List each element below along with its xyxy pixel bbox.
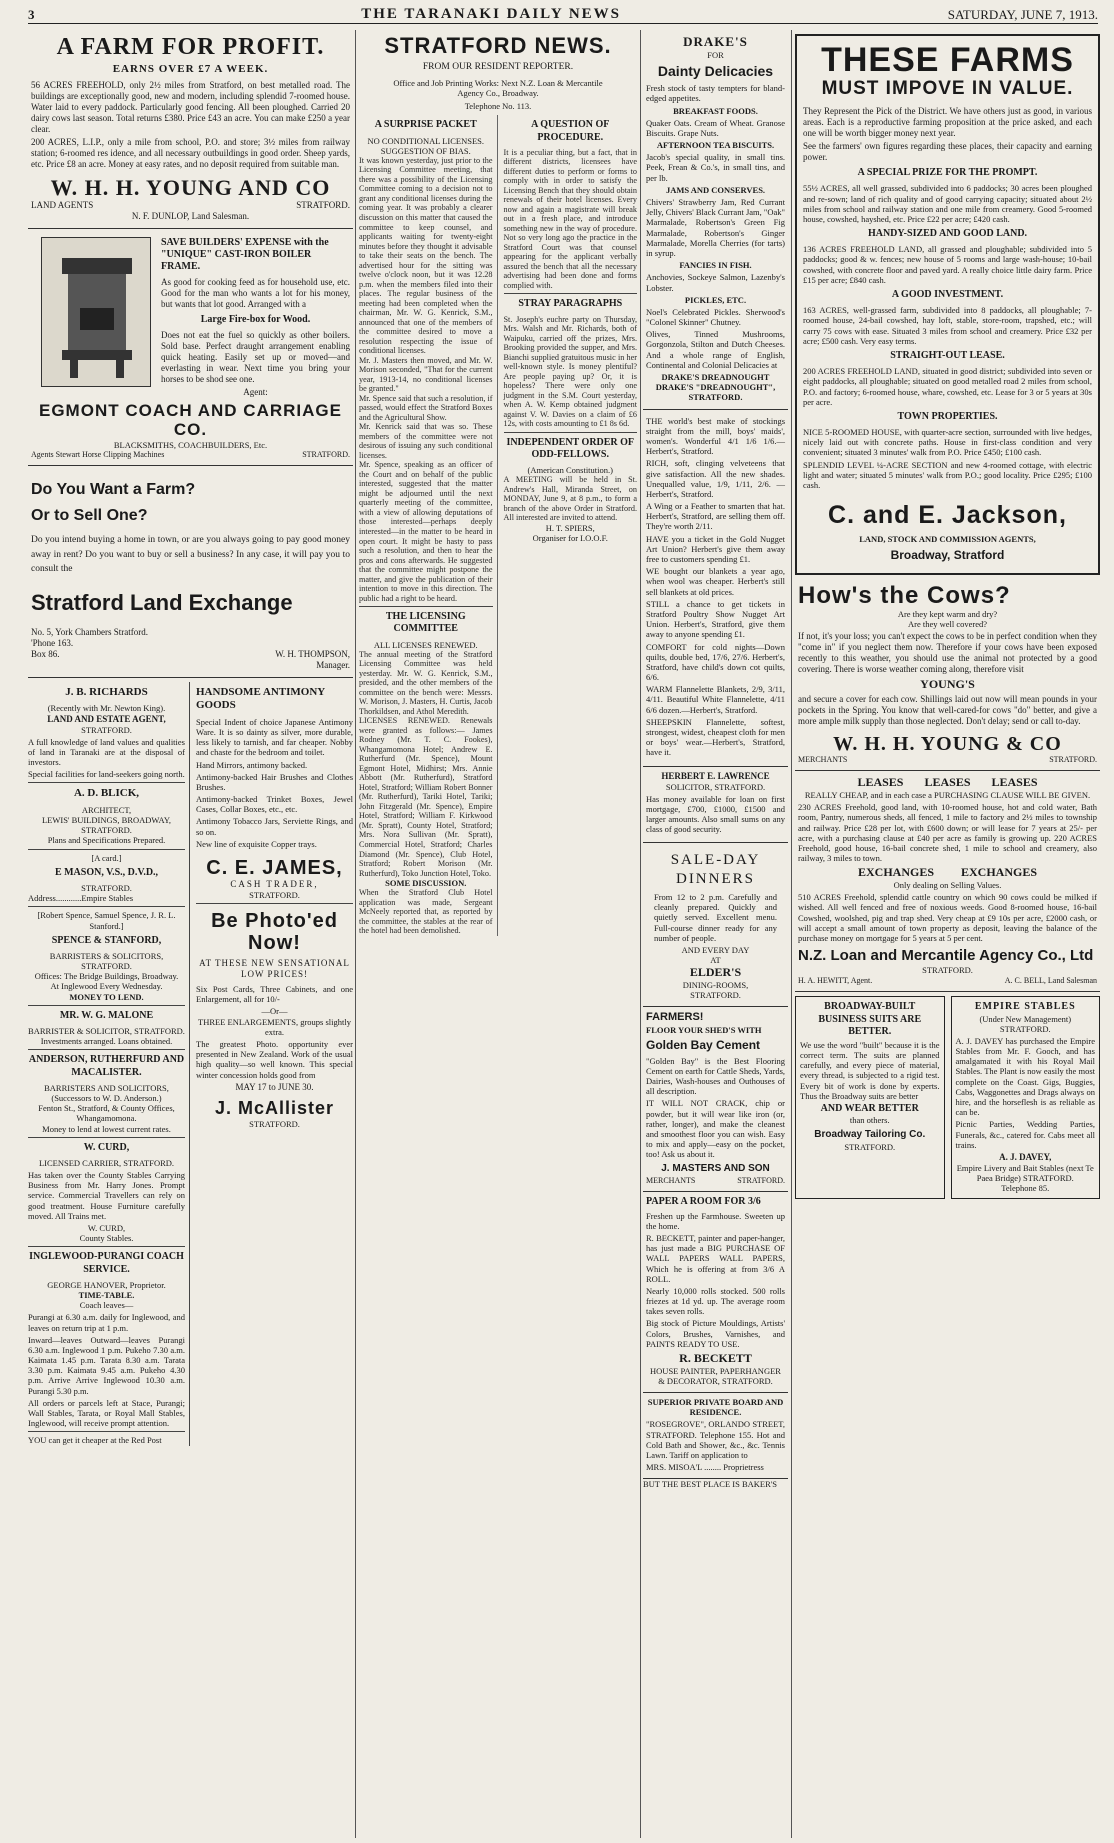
investment-title: A GOOD INVESTMENT. bbox=[891, 289, 1004, 300]
board-text: "ROSEGROVE", ORLANDO STREET, STRATFORD. Telephone 155. Hot and Cold Bath and Shower, &c., &c. Tennis Lawn. Tariff on application to bbox=[646, 1419, 785, 1460]
photo-offer-2: THREE ENLARGEMENTS, groups slightly extra. bbox=[198, 1016, 351, 1037]
divider bbox=[28, 1137, 185, 1138]
herbert-item-4: HAVE you a ticket in the Gold Nugget Art Union? Herbert's give them away free to customers spending £1. bbox=[646, 533, 785, 564]
column-right-lower bbox=[795, 996, 1100, 1198]
boiler-title: SAVE BUILDERS' EXPENSE with the "UNIQUE" CAST-IRON BOILER FRAME. bbox=[161, 236, 329, 273]
sale-every-day: AND EVERY DAY bbox=[681, 945, 750, 955]
news-column-a bbox=[359, 115, 498, 936]
beckett-title: R. BECKETT bbox=[679, 1351, 752, 1366]
farm-listing-1: 56 ACRES FREEHOLD, only 2½ miles from Stratford, on best metalled road. The buildings are exceptionally good, new and modern, including splendid 7-roomed house. Water laid to every paddock. Particularly good fencing. All been ploughed. Carried 20 dairy cows last season. Total returns £380. Price £43 an acre. You can make £250 a year clear. bbox=[31, 79, 350, 134]
herbert-item-6: STILL a chance to get tickets in Stratford Poultry Show Nugget Art Union. Herbert's, Stratford, give them away to anyone spending £1. bbox=[646, 598, 785, 640]
olives-text: Olives, Tinned Mushrooms, Gorgonzola, Stilton and Dutch Cheeses. And a whole range of English, Continental and Colonial Delicacies at bbox=[646, 329, 785, 370]
divider bbox=[28, 782, 185, 783]
ad-nz-loan bbox=[795, 771, 1100, 992]
spence-title: SPENCE & STANFORD, bbox=[51, 934, 162, 946]
article-text-3: Mr. Spence said that such a resolution, if passed, would effect the Stratford Boxes and the Agricultural Show. bbox=[359, 393, 493, 422]
herbert-item-5: WE bought our blankets a year ago, when wool was cheaper. Herbert's still sell blankets at old prices. bbox=[646, 566, 785, 597]
ad-drakes bbox=[643, 30, 788, 410]
coach-proprietor: GEORGE HANOVER, Proprietor. bbox=[47, 1279, 166, 1290]
herbert-item-1: THE world's best make of stockings straight from the mill, boys' maids', women's. Wonderful 4/1 1/6 1/6.—Herbert's, Stratford. bbox=[646, 415, 785, 457]
boiler-agent: Agent: bbox=[243, 387, 268, 398]
blick-sub: ARCHITECT, bbox=[81, 804, 132, 815]
headline-procedure: A QUESTION OF PROCEDURE. bbox=[531, 119, 610, 143]
article-text-8: When the Stratford Club Hotel application was made, Sergeant McNeely reported that, as reported by the committee, the stables at the rear of the hotel had been demolished. bbox=[359, 888, 493, 936]
jackson-sub: LAND, STOCK AND COMMISSION AGENTS, bbox=[859, 533, 1036, 544]
photo-text: The greatest Photo. opportunity ever presented in New Zealand. Work of the usual high quality—so well known. This special winter concession holds good from bbox=[196, 1039, 353, 1080]
newspaper-title: THE TARANAKI DAILY NEWS bbox=[361, 6, 622, 22]
professional-cards bbox=[28, 682, 190, 1446]
antimony-item-5: New line of exquisite Copper trays. bbox=[196, 838, 317, 849]
page-number: 3 bbox=[28, 6, 35, 22]
photo-title: Be Photo'ed Now! bbox=[211, 910, 338, 955]
news-column-b bbox=[504, 115, 638, 936]
column-rule bbox=[791, 30, 792, 1838]
column-news bbox=[359, 30, 637, 1838]
headline-surprise: A SURPRISE PACKET bbox=[374, 119, 477, 131]
article-text-1: It was known yesterday, just prior to the Licensing Committee meeting, that there was a possibility of the Licensing Committee coming to a decision not to grant any conditional licenses during the coming year. It was probably a clearer discussion on this matter that caused the committee to keep counsel, and applicants waiting for twenty-eight minutes before they thought it advisable to take their seats on the bench. The advertised hour for the sitting was twelve o'clock noon, but it was 12.28 p.m. when the members filed into their places. The regular business of the meeting had been completed when the chairman, Mr. W. G. Kenrick, S.M., announced that one of the members of the committee desired to move a resolution respecting the issue of conditional licenses. bbox=[359, 155, 493, 356]
tea-title: AFTERNOON TEA BISCUITS. bbox=[656, 140, 775, 151]
beckett-stock: Nearly 10,000 rolls stocked. 500 rolls friezes at 1d yd. up. The average room takes seven rolls. bbox=[646, 1285, 785, 1317]
masters-town: STRATFORD. bbox=[737, 1175, 785, 1185]
davey-sub: Empire Livery and Bait Stables (next Te Paea Bridge) STRATFORD. bbox=[956, 1162, 1094, 1184]
farms-intro: They Represent the Pick of the District. We have others just as good, in various areas. Each is a reproductive farming proposition at the price asked, and each one will be worth bigger money next year. bbox=[803, 106, 1092, 139]
column-left bbox=[28, 30, 353, 1838]
broadway-title: BROADWAY-BUILT BUSINESS SUITS ARE BETTER. bbox=[818, 1001, 922, 1037]
empire-title: EMPIRE STABLES bbox=[974, 1001, 1076, 1013]
masters-role: MERCHANTS bbox=[646, 1175, 696, 1185]
empire-sub: (Under New Management) bbox=[979, 1013, 1072, 1024]
anderson-role: BARRISTERS AND SOLICITORS, (Successors to W. D. Anderson.) bbox=[44, 1082, 169, 1103]
nz-loan-line bbox=[798, 976, 1097, 986]
oddfellows-signature: H. T. SPIERS, bbox=[545, 522, 595, 533]
malone-investments: Investments arranged. Loans obtained. bbox=[40, 1036, 173, 1047]
empire-town: STRATFORD. bbox=[999, 1023, 1051, 1034]
blick-text: Plans and Specifications Prepared. bbox=[47, 835, 166, 846]
issue-date: SATURDAY, JUNE 7, 1913. bbox=[947, 6, 1098, 22]
divider bbox=[196, 903, 353, 904]
town-title: TOWN PROPERTIES. bbox=[897, 410, 998, 422]
mason-card: [A card.] bbox=[91, 852, 122, 863]
ad-broadway-suits bbox=[795, 996, 945, 1198]
divider bbox=[504, 432, 638, 433]
richards-text-2: Special facilities for land-seekers going north. bbox=[28, 769, 185, 780]
davey-telephone: Telephone 85. bbox=[1001, 1183, 1050, 1194]
drakes-title: DRAKE'S bbox=[683, 34, 748, 49]
golden-bay-title: Golden Bay Cement bbox=[646, 1037, 761, 1052]
golden-bay-text: "Golden Bay" is the Best Flooring Cement on earth for Cattle Sheds, Yards, Dairies, Wash-houses and Outhouses of all description. bbox=[646, 1055, 785, 1097]
curd-signature: W. CURD, bbox=[87, 1223, 126, 1234]
youngs-title: YOUNG'S bbox=[920, 677, 975, 692]
elders-town: STRATFORD. bbox=[690, 990, 741, 1001]
broadway-than: than others. bbox=[849, 1115, 890, 1126]
blick-title: A. D. BLICK, bbox=[73, 787, 140, 800]
land-exchange-box: Box 86. bbox=[31, 649, 60, 659]
headline-renewed: ALL LICENSES RENEWED. bbox=[373, 639, 478, 650]
fish-title: FANCIES IN FISH. bbox=[679, 260, 752, 271]
tea-text: Jacob's special quality, in small tins. Peek, Frean & Co.'s, in small tins, and per lb. bbox=[646, 152, 785, 183]
divider bbox=[28, 849, 185, 850]
farm-listing-163: 163 ACRES, well-grassed farm, subdivided into 8 paddocks, all ploughable; 7-roomed house, 24-bail cowshed, hay loft, stable, store-room, trapshed, etc.; will carry 75 cows with ease. Situated 3 miles from school and creamery. Price £32 per acre; £500 cash. Very easy terms. bbox=[803, 305, 1092, 346]
james-title: C. E. JAMES, bbox=[206, 857, 343, 879]
farm-listing-136: 136 ACRES FREEHOLD LAND, all grassed and ploughable; subdivided into 5 paddocks; good & w. fences; new house of 5 rooms and large wash-house; 10-bail cowshed, with concrete floor and paved yard. A really choice little dairy farm. Price £15 per acre; £840 cash. bbox=[803, 244, 1092, 285]
leases-sub: REALLY CHEAP, and in each case a PURCHASING CLAUSE WILL BE GIVEN. bbox=[804, 790, 1091, 801]
column-rule bbox=[355, 30, 356, 1838]
farm-listing-2: 200 ACRES, L.I.P., only a mile from school, P.O. and store; 3½ miles from railway station; 6-roomed res idence, and all necessary outbuildings in good order. Sheep yards, etc. Price £8 an acre. Money at easy rates, and no deposit required from suitable man. bbox=[31, 136, 350, 169]
young-line bbox=[31, 200, 350, 211]
floor-title: FLOOR YOUR SHED'S WITH bbox=[646, 1024, 762, 1035]
article-text-2: Mr. J. Masters then moved, and Mr. W. Morison seconded, "That for the current year, 1913-14, no conditional licenses be granted." bbox=[359, 355, 493, 394]
herbert-item-9: SHEEPSKIN Flannelette, softest, strongest, widest, cheapest cloth for men or boys' wear.—Herbert's, Stratford, have it. bbox=[646, 716, 785, 758]
tailoring-town: STRATFORD. bbox=[844, 1141, 896, 1152]
leases-text: 230 ACRES Freehold, good land, with 10-roomed house, hot and cold water, Bath room, Pantry, numerous sheds, all fenced, 1 mile to factory and 2½ miles to township and railway. Price £28 per lot, with £600 down; or will lease for 7 years at 25/- per acre, with a purchasing clause at £40 per acre as family is growing up. 220 ACRES Freehold, good house, 16-bail concrete shed, 1 mile to school and creamery, also railway, 3 miles to town. bbox=[798, 802, 1097, 864]
sale-at: AT bbox=[710, 955, 721, 966]
masthead bbox=[28, 6, 1098, 24]
drakes-for: FOR bbox=[707, 49, 724, 60]
photo-or: —Or— bbox=[261, 1006, 288, 1017]
masters-title: J. MASTERS AND SON bbox=[661, 1163, 770, 1175]
divider bbox=[28, 1049, 185, 1050]
land-exchange-phone: 'Phone 163. bbox=[31, 638, 74, 649]
cows-title: How's the Cows? bbox=[798, 581, 1011, 609]
bakers-line: BUT THE BEST PLACE IS BAKER'S bbox=[643, 1479, 778, 1490]
empire-text-2: Picnic Parties, Wedding Parties, Funerals, &c., catered for. Cabs meet all trains. bbox=[955, 1119, 1095, 1150]
headline-licensing: THE LICENSING COMMITTEE bbox=[385, 611, 466, 635]
farm-question-text: Do you intend buying a home in town, or are you always going to pay good money away in rent? Do you want to buy or sell a business? In any case, it will pay you to consult the bbox=[31, 535, 350, 574]
antimony-item-1: Hand Mirrors, antimony backed. bbox=[196, 759, 308, 770]
oddfellows-title: INDEPENDENT ORDER OF ODD-FELLOWS. bbox=[506, 436, 635, 460]
anderson-address: Fenton St., Stratford, & County Offices, Whangamomona. bbox=[38, 1103, 175, 1124]
boiler-icon bbox=[42, 238, 152, 388]
antimony-title: HANDSOME ANTIMONY GOODS bbox=[196, 685, 325, 712]
richards-title: J. B. RICHARDS bbox=[65, 685, 148, 698]
nz-loan-salesman: A. C. BELL, Land Salesman bbox=[1004, 975, 1097, 985]
article-text-7: LICENSES RENEWED. Renewals were granted as follows:— James Rodney (Mr. T. C. Fookes), Whangamomona Hotel; Andrew E. Rutherfurd (Mr. Spence), Mount Egmont Hotel, Midhirst; Mrs. Annie Abbott (Mr. Rutherfurd), Stratford Hotel, Stratford; William Robert Bonner (Mr. Rutherfurd), Tariki Hotel, Tariki; John Fitzgerald (Mr. Spence), Empire Hotel, Stratford; William F. Kirkwood (Mr. Spratt), County Hotel, Stratford; Mrs. Nora Sullivan (Mr. Spratt), Commercial Hotel, Stratford; Charles Diamond (Mr. Spence), Club Hotel, Stratford; Robert Morison (Mr. Rutherfurd), Toko Junction Hotel, Toko. bbox=[359, 716, 493, 878]
antimony-item-2: Antimony-backed Hair Brushes and Clothes Brushes. bbox=[196, 771, 353, 792]
herbert-item-8: WARM Flannelette Blankets, 2/9, 3/11, 4/11. Beautiful White Flannelette, 4/11 6/6 dozen.—Herbert's, Stratford. bbox=[646, 684, 785, 715]
spence-offices: Offices: The Bridge Buildings, Broadway. bbox=[34, 971, 179, 982]
ad-these-farms bbox=[795, 34, 1100, 575]
ad-boiler-frame bbox=[28, 229, 353, 467]
jackson-title: C. and E. Jackson, bbox=[828, 501, 1067, 530]
mcallister-title: J. McAllister bbox=[214, 1097, 335, 1118]
retail-ads bbox=[196, 682, 353, 1446]
ad-farm-for-profit bbox=[28, 30, 353, 229]
ad-herberts bbox=[643, 410, 788, 767]
cows-question-2: Are they well covered? bbox=[907, 619, 988, 630]
ad-cows bbox=[795, 579, 1100, 772]
anderson-money: Money to lend at lowest current rates. bbox=[42, 1123, 171, 1134]
young-co-role: MERCHANTS bbox=[798, 754, 848, 764]
ad-lawrence bbox=[643, 767, 788, 844]
young-label-left: LAND AGENTS bbox=[31, 199, 94, 210]
curd-role: LICENSED CARRIER, STRATFORD. bbox=[38, 1157, 175, 1168]
oddfellows-sub: (American Constitution.) bbox=[527, 465, 613, 476]
boiler-text-1: As good for cooking feed as for household use, etc. Good for the man who wants a lot for his money, but wants that lot good. Arranged with a bbox=[161, 277, 350, 310]
malone-title: MR. W. G. MALONE bbox=[59, 1009, 154, 1021]
mason-title: E MASON, V.S., D.V.D., bbox=[54, 866, 159, 878]
news-title: STRATFORD NEWS. bbox=[384, 33, 612, 58]
handy-title: HANDY-SIZED AND GOOD LAND. bbox=[867, 228, 1028, 240]
oddfellows-text: A MEETING will be held in St. Andrew's Hall, Miranda Street, on MONDAY, June 9, at 8 p.m., to form a branch of the above Order in Stratford. All interested are invited to attend. bbox=[503, 475, 637, 523]
boiler-firebox: Large Fire-box for Wood. bbox=[200, 314, 311, 326]
spence-role: BARRISTERS & SOLICITORS, STRATFORD. bbox=[49, 950, 164, 972]
board-title: SUPERIOR PRIVATE BOARD AND RESIDENCE. bbox=[647, 1397, 784, 1418]
tailoring-title: Broadway Tailoring Co. bbox=[814, 1129, 926, 1141]
column-shops bbox=[643, 30, 788, 1838]
article-stray: St. Joseph's euchre party on Thursday, Mrs. Walsh and Mr. Richards, both of Waipuku, carried off the prizes, Mrs. Brooking provided the supper, and Mrs. Bianchi supplied gratuitous music in her well-known style. Is money plentiful? Are people paying up? Or, it is hopeless? There were only one judgment in the S.M. Court yesterday, when A. W. Kemp obtained judgment against V. W. Davies on a claim of £6 12s, with costs amounting to £1 8s 6d. bbox=[503, 314, 637, 429]
beckett-stock-2: Big stock of Picture Mouldings, Artists' Colors, Brushes, Varnishes, and PAINTS READY TO USE. bbox=[646, 1318, 785, 1349]
land-exchange-manager-title: Manager. bbox=[316, 659, 350, 670]
anderson-title: ANDERSON, RUTHERFURD AND MACALISTER. bbox=[28, 1054, 185, 1078]
article-text-5: Mr. Spence, speaking as an officer of the Court and on behalf of the public interested, suggested that the matter might be adjourned until the next quarterly meeting of the committee, with a view of allowing deputations of those interested—perhaps deeply interested—in the matter to be heard in open court. It might be hasty to pass such a resolution, and then to hear the pros and cons afterwards. He suggested that the committee might postpone the matter, and give the publication of their intention to move in this direction. The public had a right to be heard. bbox=[359, 460, 493, 603]
empire-text: A. J. DAVEY has purchased the Empire Stables from Mr. F. Gooch, and has amalgamated it with his Royal Mail Stables. The Plant is now easily the most complete on the Coast. Gigs, Buggies, Cabs, Waggonettes and Drags always on hire, and the horseflesh is as reliable as can be. bbox=[955, 1035, 1095, 1118]
egmont-sub: BLACKSMITHS, COACHBUILDERS, Etc. bbox=[113, 439, 268, 450]
paper-text: Freshen up the Farmhouse. Sweeten up the home. bbox=[646, 1210, 785, 1231]
photo-dates: MAY 17 to JUNE 30. bbox=[235, 1081, 314, 1092]
davey-title: A. J. DAVEY, bbox=[999, 1151, 1052, 1162]
farm-listing-55: 55½ ACRES, all well grassed, subdivided into 6 paddocks; 30 acres been ploughed and re-sown; land of rich quality and of good carrying capacity; situated about 2½ miles from school and railway station and one mile from creamery. Good 5-roomed house, cowshed, hayshed, etc. Price £22 per acre; £420 cash. bbox=[803, 183, 1092, 224]
special-title: A SPECIAL PRIZE FOR THE PROMPT. bbox=[857, 167, 1038, 179]
land-exchange-footer bbox=[31, 649, 350, 660]
egmont-agents: Agents Stewart Horse Clipping Machines bbox=[31, 449, 165, 459]
spence-partners: [Robert Spence, Samuel Spence, J. R. L. Stanford.] bbox=[37, 910, 176, 931]
dainty-text: Fresh stock of tasty tempters for bland-edged appetites. bbox=[646, 83, 785, 104]
news-columns bbox=[359, 115, 637, 936]
egmont-line bbox=[31, 450, 350, 460]
photo-subtitle: AT THESE NEW SENSATIONAL LOW PRICES! bbox=[199, 958, 350, 980]
richards-text: A full knowledge of land values and qualities of land in Taranaki are at the disposal of investors. bbox=[28, 736, 185, 768]
masters-line bbox=[646, 1176, 785, 1186]
broadway-wear: AND WEAR BETTER bbox=[820, 1103, 919, 1115]
fish-text: Anchovies, Sockeye Salmon, Lazenby's Lobster. bbox=[646, 272, 785, 293]
pickles-title: PICKLES, ETC. bbox=[684, 294, 747, 305]
boiler-illustration bbox=[41, 237, 151, 387]
these-farms-title: THESE FARMS bbox=[821, 41, 1074, 79]
herbert-item-7: COMFORT for cold nights—Down quilts, double bed, 17/6, 27/6. Herbert's, Stratford, have child's down cot quilts, 6/6. bbox=[646, 641, 785, 683]
exchanges-text: 510 ACRES Freehold, splendid cattle country on which 90 cows could be milked if wished. All well fenced and free of noxious weeds. Good 8-roomed house, 16-bail Cowshed, woolshed, pig and trap shed. Very cheap at £9 10s per acre, £2000 cash, or will accept a small amount of town property as deposit, leaving the balance of the purchase money on mortgage for 5 years at 5 per cent. bbox=[798, 892, 1097, 943]
lease-title: STRAIGHT-OUT LEASE. bbox=[890, 349, 1005, 361]
nz-loan-title: N.Z. Loan and Mercantile Agency Co., Ltd bbox=[798, 947, 1094, 965]
divider bbox=[28, 906, 185, 907]
coach-timetable-label: TIME-TABLE. bbox=[78, 1289, 135, 1300]
lawrence-sub: SOLICITOR, STRATFORD. bbox=[665, 781, 766, 792]
young-salesman: N. F. DUNLOP, Land Salesman. bbox=[131, 210, 250, 221]
lawrence-text: Has money available for loan on first mortgage, £700, £1000, £1500 and larger amounts. Also small sums on any class of good security. bbox=[646, 793, 785, 835]
town-listing-2: SPLENDID LEVEL ¼-ACRE SECTION and new 4-roomed cottage, with electric light and water; situated 5 minutes' walk from P.O.; good locality. Price £295; £100 cash. bbox=[803, 459, 1092, 490]
herbert-item-3: A Wing or a Feather to smarten that hat. Herbert's, Stratford, are selling them off. They're worth 2/11. bbox=[646, 501, 785, 532]
boiler-text-2: Does not eat the fuel so quickly as other boilers. Sold base. Perfect draught arrangement enabling quick heating. Easily set up or moved—and everlasting in wear. Next time you bring your horses to be shod see one. bbox=[161, 330, 350, 385]
richards-town: STRATFORD. bbox=[81, 724, 132, 735]
nz-loan-town: STRATFORD. bbox=[922, 965, 973, 976]
divider bbox=[359, 606, 493, 607]
breakfast-text: Quaker Oats. Cream of Wheat. Granose Biscuits. Grape Nuts. bbox=[646, 117, 785, 138]
exchanges-sub: Only dealing on Selling Values. bbox=[893, 879, 1002, 890]
coach-text: Purangi at 6.30 a.m. daily for Inglewood, and leaves on return trip at 1 p.m. bbox=[28, 1312, 185, 1333]
malone-role: BARRISTER & SOLICITOR, STRATFORD. bbox=[28, 1026, 185, 1037]
oddfellows-signature-2: Organiser for I.O.O.F. bbox=[532, 533, 608, 544]
land-exchange-manager: W. H. THOMPSON, bbox=[275, 649, 350, 659]
board-signature: MRS. MISOA'L ........ Proprietress bbox=[646, 1462, 764, 1473]
column-left-lower bbox=[28, 682, 353, 1446]
young-co-line bbox=[798, 755, 1097, 765]
news-subtitle: FROM OUR RESIDENT REPORTER. bbox=[422, 62, 574, 73]
young-co-town: STRATFORD. bbox=[1049, 754, 1097, 764]
paper-title: PAPER A ROOM FOR 3/6 bbox=[646, 1196, 761, 1208]
coach-timetable: Inward—leaves Outward—leaves Purangi 6.30 a.m. Inglewood 1 p.m. Pukeho 7.30 a.m. Kaimata 1.45 p.m. Tarata 8.30 a.m. Tarata 3.30 p.m. Kaimata 9.45 a.m. Pukeho 4.30 p.m. Arrive Arrive Inglewood 10.30 a.m. Purangi 5.30 p.m. bbox=[28, 1334, 185, 1396]
antimony-item-3: Antimony-backed Trinket Boxes, Jewel Cases, Collar Boxes, etc., etc. bbox=[196, 794, 353, 815]
ad-empire-stables bbox=[951, 996, 1101, 1198]
ad-rosegrove bbox=[643, 1393, 788, 1479]
land-exchange-title: Stratford Land Exchange bbox=[31, 590, 293, 616]
sale-text: From 12 to 2 p.m. Carefully and cleanly prepared. Quickly and quietly served. Excellent menu. Full-course dinner ready for any number of people. bbox=[654, 892, 777, 943]
headline-stray: STRAY PARAGRAPHS bbox=[518, 298, 623, 310]
antimony-text: Special Indent of choice Japanese Antimony Ware. It is so dainty as silver, more durable, less likely to tarnish, and far cheaper. Nobby and chaste for the bedroom and toilet. bbox=[196, 716, 353, 758]
headline-discussion: SOME DISCUSSION. bbox=[385, 878, 467, 889]
divider bbox=[504, 293, 638, 294]
james-sub: CASH TRADER, bbox=[230, 879, 319, 889]
pickles-text: Noel's Celebrated Pickles. Sherwood's "Colonel Skinner" Chutney. bbox=[646, 306, 785, 328]
richards-role: LAND AND ESTATE AGENT, bbox=[47, 713, 166, 724]
red-post-line: YOU can get it cheaper at the Red Post bbox=[28, 1435, 162, 1446]
nz-loan-agent: H. A. HEWITT, Agent. bbox=[798, 975, 873, 985]
spence-money: MONEY TO LEND. bbox=[69, 991, 144, 1002]
coach-leaves: Coach leaves— bbox=[79, 1300, 134, 1311]
farm-title: A FARM FOR PROFIT. bbox=[56, 34, 325, 60]
cows-text: If not, it's your loss; you can't expect the cows to be in perfect condition when they "come in" if you neglect them now. Therefore if your cows have been exposed recently to this weather, you should use the animal not protected by a good covering. There is worse weather coming along, therefore visit bbox=[798, 631, 1097, 675]
farms-intro-2: See the farmers' own figures regarding these places, their capacity and earning power. bbox=[803, 141, 1092, 163]
beckett-offer: R. BECKETT, painter and paper-hanger, has just made a BIG PURCHASE OF WALL PAPERS WALL PAPERS, Which he is offering at from 3/6 A ROLL. bbox=[646, 1232, 785, 1284]
sale-title: SALE-DAY DINNERS bbox=[670, 852, 761, 887]
coach-title: INGLEWOOD-PURANGI COACH SERVICE. bbox=[29, 1251, 184, 1275]
divider bbox=[28, 1431, 185, 1432]
jams-text: Chivers' Strawberry Jam, Red Currant Jelly, Chivers' Black Currant Jam, "Oak" Marmalade, Robertson's Green Fig Marmalade, Robertson's Ginger Marmalade, Morella Cherries (for tarts) in syrup. bbox=[646, 197, 785, 258]
column-right bbox=[795, 30, 1100, 1838]
article-text-4: Mr. Kenrick said that was so. These members of the committee were not desirous of issuing any such conditional licenses. bbox=[359, 422, 493, 460]
photo-offer: Six Post Cards, Three Cabinets, and one Enlargement, all for 10/- bbox=[196, 984, 353, 1005]
dainty-title: Dainty Delicacies bbox=[657, 63, 774, 80]
young-co-title: W. H. H. YOUNG & CO bbox=[833, 732, 1062, 755]
news-office: Office and Job Printing Works: Next N.Z. Loan & Mercantile Agency Co., Broadway. bbox=[393, 77, 603, 98]
farmers-title: FARMERS! bbox=[646, 1011, 704, 1024]
curd-text: Has taken over the County Stables Carrying Business from Mr. Harry Jones. Prompt service. Commercial Travellers can rely on good treatment. House Furniture carefully moved. All Trains met. bbox=[28, 1170, 185, 1221]
spence-inglewood: At Inglewood Every Wednesday. bbox=[50, 981, 163, 992]
headline-bias: SUGGESTION OF BIAS. bbox=[380, 145, 471, 156]
land-exchange-address: No. 5, York Chambers Stratford. bbox=[31, 627, 148, 638]
mcallister-town: STRATFORD. bbox=[249, 1118, 300, 1129]
improve-title: MUST IMPOVE IN VALUE. bbox=[821, 78, 1074, 100]
james-town: STRATFORD. bbox=[249, 889, 300, 900]
richards-sub: (Recently with Mr. Newton King). bbox=[47, 703, 166, 714]
herbert-item-2: RICH, soft, clinging velveteens that give satisfaction. All the new shades. Unequalled value, 1/9, 1/11, 2/6. —Herbert's, Stratford. bbox=[646, 458, 785, 499]
divider bbox=[28, 1005, 185, 1006]
drakes-signature: DRAKE'S DREADNOUGHT DRAKE'S "DREADNOUGHT", STRATFORD. bbox=[655, 372, 776, 403]
egmont-town: STRATFORD. bbox=[302, 449, 350, 459]
leases-title: LEASES LEASES LEASES bbox=[857, 775, 1038, 790]
ad-land-exchange bbox=[28, 466, 353, 677]
blick-address: LEWIS' BUILDINGS, BROADWAY, STRATFORD. bbox=[41, 815, 172, 836]
farm-subtitle: EARNS OVER £7 A WEEK. bbox=[112, 63, 269, 76]
elders-title: ELDER'S bbox=[689, 965, 742, 980]
article-text-6: The annual meeting of the Stratford Licensing Committee was held yesterday. Mr. W. G. Kenrick, S.M., presided, and the other members of the committee on the bench were: Messrs. W. Morison, J. Masters, H. Curtis, Jacob Thorkildsen, and Athol Meredith. bbox=[359, 649, 493, 716]
lawrence-title: HERBERT E. LAWRENCE bbox=[661, 770, 770, 781]
farm-question-2: Or to Sell One? bbox=[31, 506, 148, 524]
ad-elders bbox=[643, 843, 788, 1007]
column-rule bbox=[640, 30, 641, 1838]
news-telephone: Telephone No. 113. bbox=[464, 101, 532, 112]
young-title: W. H. H. YOUNG AND CO bbox=[50, 174, 331, 200]
mason-address: Address............Empire Stables bbox=[28, 893, 134, 904]
mason-town: STRATFORD. bbox=[81, 882, 132, 893]
ad-beckett bbox=[643, 1192, 788, 1393]
egmont-title: EGMONT COACH AND CARRIAGE CO. bbox=[39, 401, 342, 439]
golden-bay-text-2: IT WILL NOT CRACK, chip or powder, but it will wear like iron (or, rather, longer), and make the cleanest and smoothest floor you can wish. Easy to mix and apply—easy on the pocket, too! Ask us about it. bbox=[646, 1098, 785, 1160]
jackson-town: Broadway, Stratford bbox=[890, 547, 1005, 562]
exchanges-title: EXCHANGES EXCHANGES bbox=[857, 865, 1038, 880]
headline-no-conditional: NO CONDITIONAL LICENSES. bbox=[367, 135, 485, 146]
curd-title: W. CURD, bbox=[83, 1141, 130, 1153]
elders-sub: DINING-ROOMS, bbox=[682, 980, 749, 990]
farm-listing-200: 200 ACRES FREEHOLD LAND, situated in good district; subdivided into seven or eight paddocks, all ploughable; situated on good metalled road 2 miles from school, P.O. and factory; 6-roomed house, whare, cowshed, etc. Lease for 3 or 5 years at 30s per acre. bbox=[803, 366, 1092, 407]
divider bbox=[28, 1246, 185, 1247]
broadway-text: We use the word "built" because it is the correct term. The suits are planned carefully, and every piece of material, every thread, is subjected to a rigid test. Every bit of work is done by experts. Thus the Broadway suits are better bbox=[800, 1039, 940, 1101]
coach-text-2: All orders or parcels left at Stace, Purangi; Wall Stables, Tarata, or Royal Mall Stables, Inglewood, will receive prompt attention. bbox=[28, 1397, 185, 1429]
town-listing-1: NICE 5-ROOMED HOUSE, with quarter-acre section, surrounded with live hedges, nicely laid out with concrete paths. House in first-class condition and very convenient; situated 3 minutes' walk from P.O. Price £450; £100 cash. bbox=[803, 427, 1092, 458]
cows-question-1: Are they kept warm and dry? bbox=[897, 608, 998, 619]
curd-signature-2: County Stables. bbox=[79, 1233, 134, 1244]
beckett-sub: HOUSE PAINTER, PAPERHANGER & DECORATOR, STRATFORD. bbox=[650, 1365, 781, 1386]
article-procedure: It is a peculiar thing, but a fact, that in different districts, licensees have different duties to perform or forms to comply with in order to satisfy the Licensing Bench that they should obtain renewals of their hotel licenses. Every now and again a magistrate will break out in a fresh place, and introduce something new in the way of procedure. Not so very long ago the practice in the Stratford Court was that counsel appearing for the applicant verbally assured the bench that all the necessary advertising had been done and forms complied with. bbox=[503, 147, 637, 290]
cows-text-2: and secure a cover for each cow. Shillings laid out now will mean pounds in your pockets in the Spring. You know that well-cared-for cows "do" better, and give a more ample milk supply than those neglected. Don't delay; send or call to-day. bbox=[798, 693, 1097, 726]
young-label-right: STRATFORD. bbox=[296, 199, 350, 210]
jams-title: JAMS AND CONSERVES. bbox=[665, 184, 766, 195]
antimony-item-4: Antimony Tobacco Jars, Serviette Rings, and so on. bbox=[196, 816, 353, 837]
farm-question-1: Do You Want a Farm? bbox=[31, 481, 196, 499]
ad-golden-bay bbox=[643, 1007, 788, 1192]
breakfast-title: BREAKFAST FOODS. bbox=[673, 105, 758, 116]
